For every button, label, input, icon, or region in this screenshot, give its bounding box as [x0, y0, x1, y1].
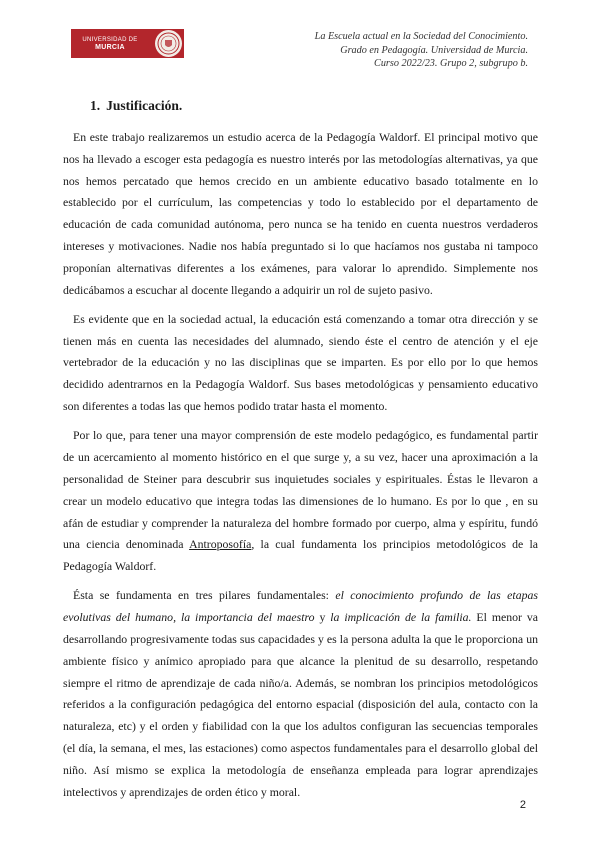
pillar-separator-2: y [314, 610, 331, 625]
section-number: 1. [90, 98, 101, 113]
paragraph-3-text-a: Por lo que, para tener una mayor comprensión de este modelo pedagógico, es fundamental partir de un acercamiento al momento histórico en el que surge y, a su vez, hacer una aproximación a la personalidad de Steiner para descubrir sus inquietudes sociales y espirituales. Éstas le llevaron a crear un modelo educativo que integra todas las dimensiones de lo humano. Es por lo que , en su afán de estudiar y comprender la naturaleza del hombre formado por cuerpo, alma y espíritu, fundó una ciencia denominada [63, 428, 538, 552]
header-line3: Curso 2022/23. Grupo 2, subgrupo b. [374, 58, 528, 69]
pillar-2: la importancia del maestro [180, 610, 315, 625]
pillar-1: el conocimiento profundo de las etapas evolutivas del humano [63, 588, 538, 625]
paragraph-1: En este trabajo realizaremos un estudio acerca de la Pedagogía Waldorf. El principal motivo que nos ha llevado a escoger esta pedagogía es nuestro interés por las metodologías alternativas, ya que nos hemos percatado que hemos crecido en un ambiente educativo basado totalmente en lo establecido por el currículum, las competencias y todo lo establecido por el departamento de educación de cada comunidad autónoma, pero nunca se ha tenido en cuenta nuestros verdaderos intereses y motivaciones. Nadie nos había preguntado si lo que hacíamos nos gustaba ni tampoco proponían alternativas diferentes a los exámenes, para valorar lo aprendido. Simplemente nos dedicábamos a escuchar al docente llegando a adquirir un rol de sujeto pasivo. [63, 130, 538, 297]
logo-line1: UNIVERSIDAD DE [82, 36, 138, 43]
paragraph-4-rest: El menor va desarrollando progresivamente todas sus capacidades y es la persona adulta la que le proporciona un ambiente físico y anímico apropiado para que alcance la plenitud de su desarrollo, respetando siempre el ritmo de aprendizaje de cada niño/a. Además, se nombran los principios metodológicos referidos a la configuración pedagógica del entorno espacial (disposición del aula, contacto con la naturaleza, etc) y el orden y fiabilidad con la que los adultos configuran las secuencias temporales (el día, la semana, el mes, las estaciones) como aspectos fundamentales para el desarrollo global del niño. Así mismo se explica la metodología de enseñanza empleada para lograr aprendizajes intelectivos y aprendizajes de orden ético y moral. [63, 610, 538, 799]
paragraph-3 [63, 425, 538, 578]
section-heading [90, 98, 188, 114]
paragraph-4 [63, 585, 538, 803]
paragraph-4-start: Ésta se fundamenta en tres pilares fundamentales: [73, 588, 336, 603]
page-number: 2 [519, 799, 526, 811]
antroposofia-link[interactable]: Antroposofía [189, 537, 252, 552]
logo-line2: MURCIA [95, 43, 125, 51]
university-seal-icon [155, 30, 182, 57]
header-line2: Grado en Pedagogía. Universidad de Murcia. [340, 44, 528, 56]
university-logo [71, 29, 184, 58]
pillar-separator-1: , [173, 610, 181, 625]
section-title: Justificación. [106, 98, 183, 113]
paragraph-3-text-b: , la cual fundamenta los principios metodológicos de la Pedagogía Waldorf. [63, 537, 539, 574]
pillar-3: la implicación de la familia. [330, 610, 472, 625]
document-header [315, 30, 528, 71]
document-body [63, 127, 538, 811]
logo-text [71, 37, 149, 51]
header-line1: La Escuela actual en la Sociedad del Conocimiento. [314, 31, 528, 42]
paragraph-2: Es evidente que en la sociedad actual, la educación está comenzando a tomar otra dirección y se tienen más en cuenta las necesidades del alumnado, siendo éste el centro de atención y el eje vertebrador de la educación y no las disciplinas que se imparten. Es por ello por lo que hemos decidido adentrarnos en la Pedagogía Waldorf. Sus bases metodológicas y pensamiento educativo son diferentes a todas las que hemos podido tratar hasta el momento. [63, 311, 538, 414]
